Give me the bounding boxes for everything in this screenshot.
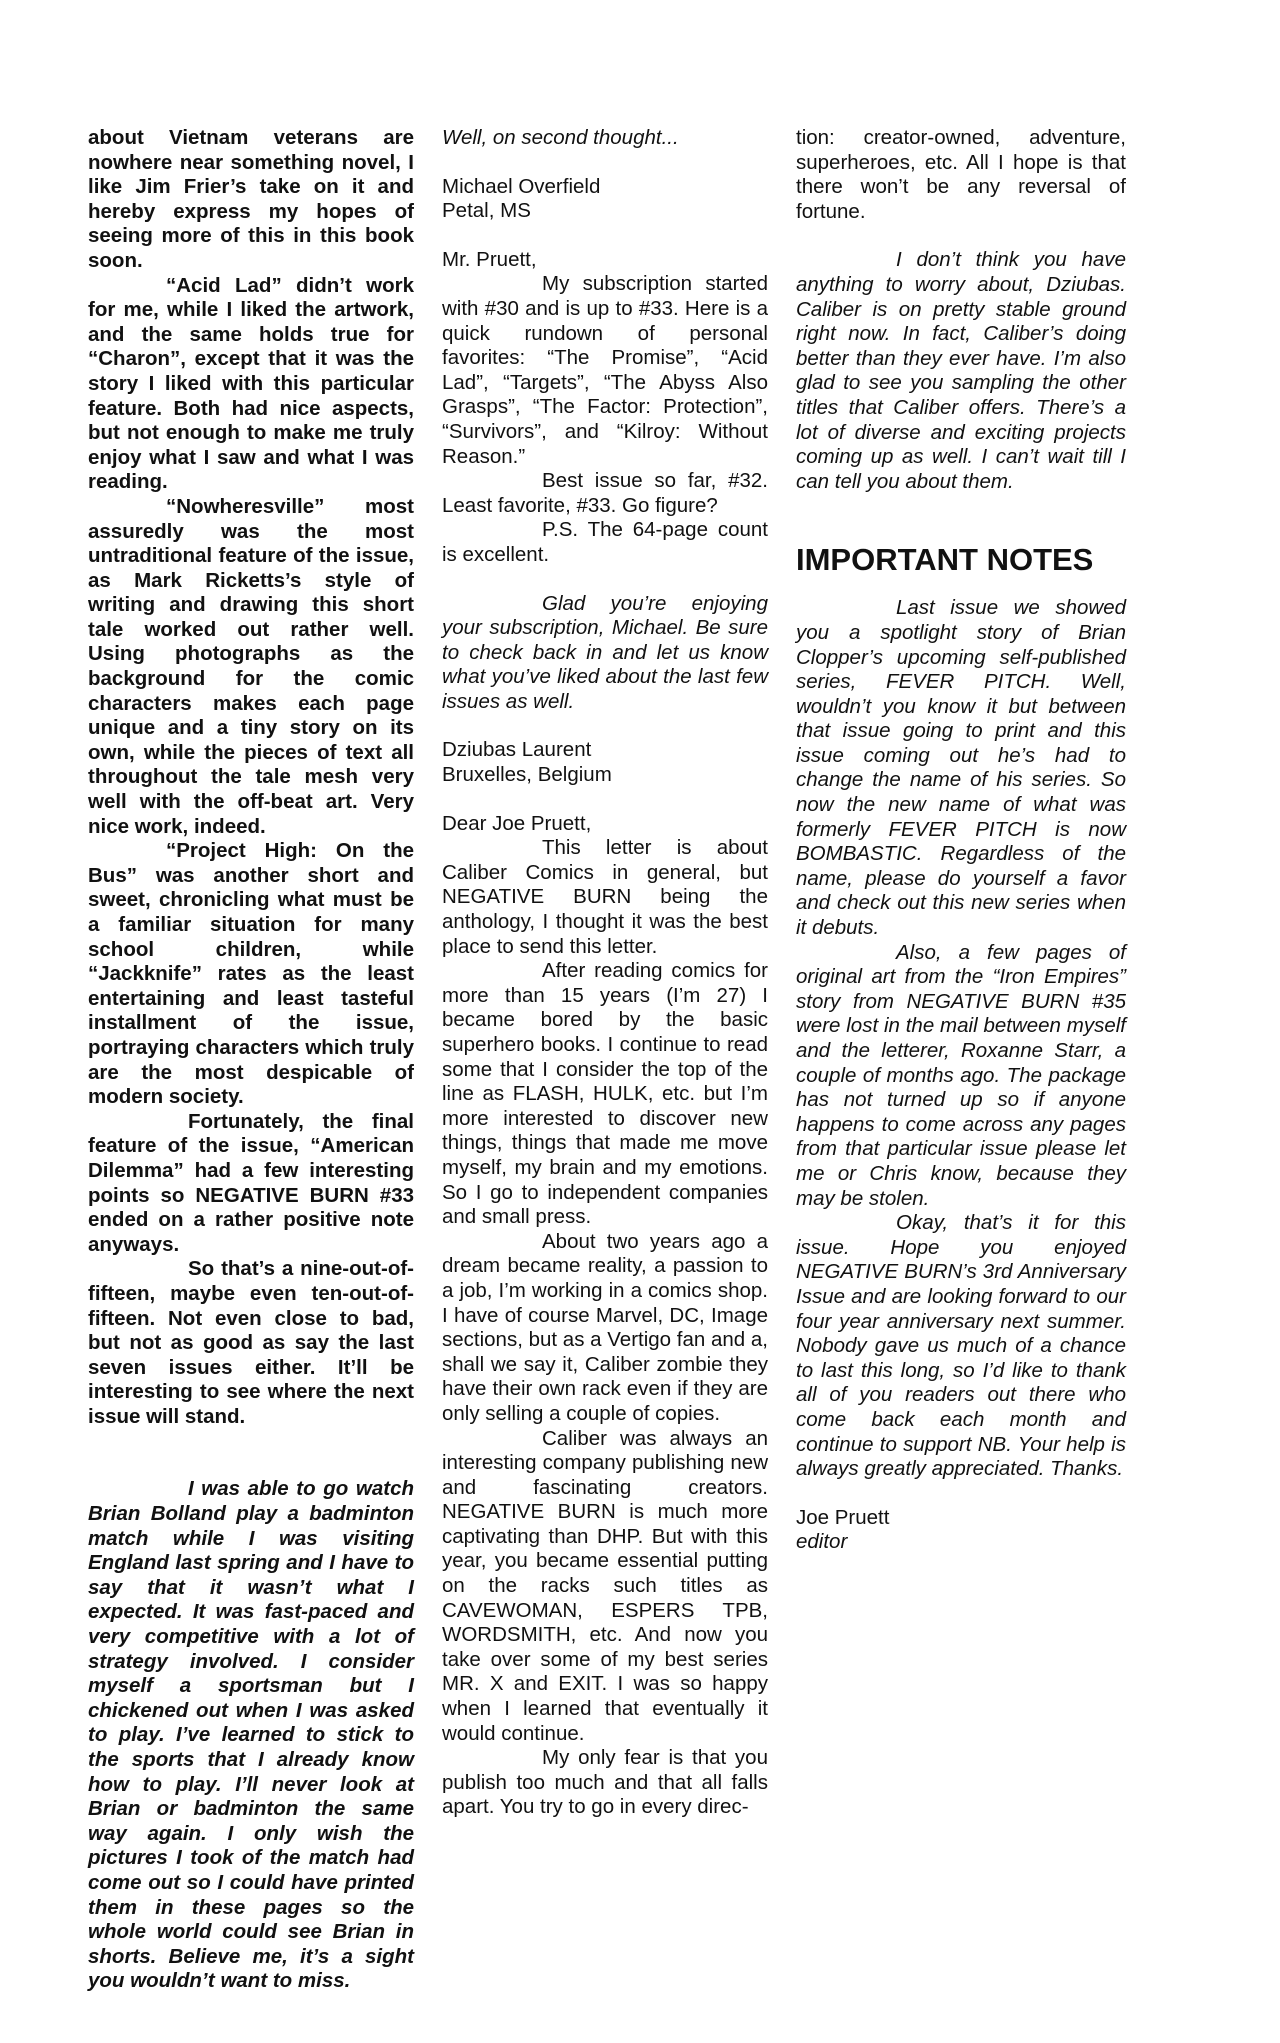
editor-signature-title: editor [796, 1530, 848, 1554]
editor-reply: I don’t think you have anything to worry about, Dziubas. Caliber is on pretty stable ground right now. In fact, Caliber’s doing better than they ever have. I’m also glad to see you sampling the other titles that Caliber offers. There’s a lot of diverse and exciting projects coming up as well. I can’t wait till I can tell you about them. [796, 248, 1126, 493]
letter-paragraph: about Vietnam veterans are nowhere near something novel, I like Jim Frier’s take on it and hereby express my hopes of seeing more of this in this book soon. [88, 126, 414, 272]
letter-paragraph: Caliber was always an interesting company publishing new and fascinating creators. NEGATIVE BURN is much more captivating than DHP. But with this year, you became essential putting on the racks such titles as CAVEWOMAN, ESPERS TPB, WORDSMITH, etc. And now you take over some of my best series MR. X and EXIT. I was so happy when I learned that eventually it would continue. [442, 1426, 768, 1745]
section-heading: IMPORTANT NOTES [796, 542, 1094, 578]
letter-paragraph: “Project High: On the Bus” was another short and sweet, chronicling what must be a familiar situation for many school children, while “Jackknife” rates as the least entertaining and least tasteful installment of the issue, portraying characters which truly are the most despicable of modern society. [88, 839, 414, 1109]
letter-paragraph: About two years ago a dream became reality, a passion to a job, I’m working in a comics shop. I have of course Marvel, DC, Image sections, but as a Vertigo fan and a, shall we say it, Caliber zombie they have their own rack even if they are only selling a couple of copies. [442, 1229, 768, 1425]
signoff-name: Dziubas Laurent [442, 738, 592, 762]
letter-paragraph: My only fear is that you publish too much and that all falls apart. You try to go in every direc- [442, 1746, 768, 1819]
column-3 [796, 126, 1126, 1555]
signoff-place: Bruxelles, Belgium [442, 763, 612, 787]
letter-paragraph: After reading comics for more than 15 years (I’m 27) I became bored by the basic superhero books. I continue to read some that I consider the top of the line as FLASH, HULK, etc. but I’m more interested to discover new things, things that made me move myself, my brain and my emotions. So I go to independent companies and small press. [442, 959, 768, 1229]
signoff-place: Petal, MS [442, 199, 531, 223]
letter-paragraph: So that’s a nine-out-of-fifteen, maybe even ten-out-of-fifteen. Not even close to bad, but not as good as say the last seven issues either. It’ll be interesting to see where the next issue will stand. [88, 1257, 414, 1428]
signoff-name: Michael Overfield [442, 174, 601, 198]
editor-note: Last issue we showed you a spotlight story of Brian Clopper’s upcoming self-published series, FEVER PITCH. Well, wouldn’t you know it but between that issue going to print and this issue coming out he’s had to change the name of his series. So now the new name of what was formerly FEVER PITCH is now BOMBASTIC. Regardless of the name, please do yourself a favor and check out this new series when it debuts. [796, 596, 1126, 940]
column-2 [442, 126, 768, 1820]
editor-signature-name: Joe Pruett [796, 1505, 890, 1529]
editor-note: Okay, that’s it for this issue. Hope you enjoyed NEGATIVE BURN’s 3rd Anniversary Issue and are looking forward to our four year anniversary next summer. Nobody gave us much of a chance to last this long, so I’d like to thank all of you readers out there who come back each month and continue to support NB. Your help is always greatly appreciated. Thanks. [796, 1211, 1126, 1481]
letter-paragraph: P.S. The 64-page count is excellent. [442, 518, 768, 566]
letter-paragraph: “Nowheresville” most assuredly was the most untraditional feature of the issue, as Mark Ricketts’s style of writing and drawing this short tale worked out rather well. Using photographs as the background for the comic characters makes each page unique and a tiny story on its own, while the pieces of text all throughout the tale mesh very well with the off-beat art. Very nice work, indeed. [88, 494, 414, 838]
letter-paragraph: Best issue so far, #32. Least favorite, #33. Go figure? [442, 469, 768, 517]
letter-paragraph: tion: creator-owned, adventure, superheroes, etc. All I hope is that there won’t be any reversal of fortune. [796, 126, 1126, 223]
letter-paragraph: This letter is about Caliber Comics in general, but NEGATIVE BURN being the anthology, I thought it was the best place to send this letter. [442, 836, 768, 958]
letter-closing-line: Well, on second thought... [442, 126, 679, 149]
editor-note: Also, a few pages of original art from the “Iron Empires” story from NEGATIVE BURN #35 were lost in the mail between myself and the letterer, Roxanne Starr, a couple of months ago. The package has not turned up so if anyone happens to come across any pages from that particular issue please let me or Chris know, because they may be stolen. [796, 940, 1126, 1210]
letter-paragraph: “Acid Lad” didn’t work for me, while I liked the artwork, and the same holds true for “Charon”, except that it was the story I liked with this particular feature. Both had nice aspects, but not enough to make me truly enjoy what I saw and what I was reading. [88, 273, 414, 494]
salutation: Mr. Pruett, [442, 247, 537, 271]
editor-reply: I was able to go watch Brian Bolland play a badminton match while I was visiting England last spring and I have to say that it wasn’t what I expected. It was fast-paced and very competitive with a lot of strategy involved. I consider myself a sportsman but I chickened out when I was asked to play. I’ve learned to stick to the sports that I already know how to play. I’ll never look at Brian or badminton the same way again. I only wish the pictures I took of the match had come out so I could have printed them in these pages so the whole world could see Brian in shorts. Believe me, it’s a sight you wouldn’t want to miss. [88, 1477, 414, 1993]
letter-paragraph: My subscription started with #30 and is up to #33. Here is a quick rundown of personal favorites: “The Promise”, “Acid Lad”, “Targets”, “The Abyss Also Grasps”, “The Factor: Protection”, “Survivors”, and “Kilroy: Without Reason.” [442, 272, 768, 468]
salutation: Dear Joe Pruett, [442, 811, 592, 835]
letter-paragraph: Fortunately, the final feature of the issue, “American Dilemma” had a few interesting points so NEGATIVE BURN #33 ended on a rather positive note anyways. [88, 1109, 414, 1256]
column-1 [88, 126, 414, 1994]
editor-reply: Glad you’re enjoying your subscription, Michael. Be sure to check back in and let us know what you’ve liked about the last few issues as well. [442, 591, 768, 713]
